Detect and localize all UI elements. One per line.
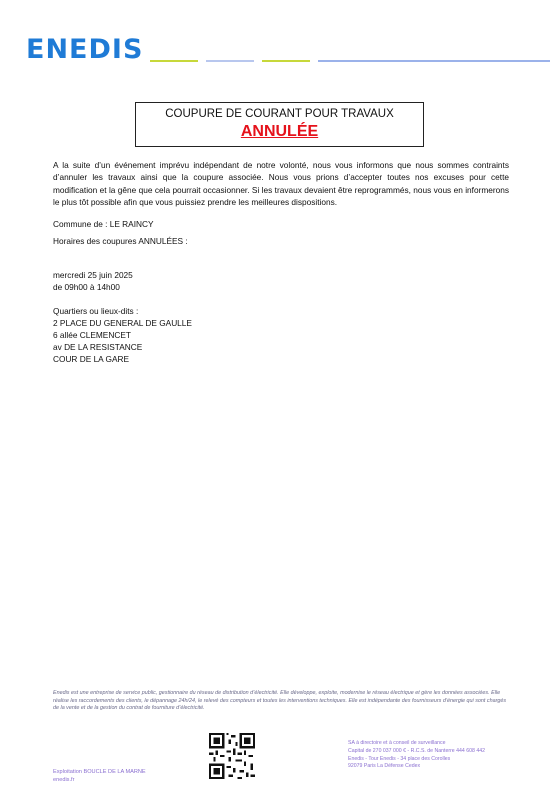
quartiers-label: Quartiers ou lieux-dits :	[53, 306, 139, 316]
commune-line: Commune de : LE RAINCY	[53, 219, 154, 229]
place-item: 6 allée CLEMENCET	[53, 330, 131, 340]
notice-title: COUPURE DE COURANT POUR TRAVAUX	[165, 108, 394, 120]
footer-left	[53, 768, 146, 784]
footer-right	[348, 740, 533, 771]
place-item: av DE LA RESISTANCE	[53, 342, 143, 352]
notice-paragraph: A la suite d’un événement imprévu indépendant de notre volonté, nous vous informons que nous sommes contraints d’annuler les travaux ainsi que la coupure associée. Nous vous prions d’accepter toutes nos excuses pour cette modification et la gêne que cela pourrait occasionner. Si les travaux devaient être reprogrammés, nous vous en informerons le plus tôt possible afin que vous puissiez prendre les meilleures dispositions.	[53, 160, 509, 207]
footer-exploitation: Exploitation BOUCLE DE LA MARNE	[53, 769, 146, 775]
footer-website: enedis.fr	[53, 777, 75, 783]
footer-company-line: Enedis - Tour Enedis - 34 place des Corolles	[348, 755, 451, 762]
place-item: 2 PLACE DU GENERAL DE GAULLE	[53, 318, 192, 328]
footer-company-line: Capital de 270 037 000 € - R.C.S. de Nanterre 444 608 442	[348, 747, 485, 754]
place-item: COUR DE LA GARE	[53, 354, 130, 364]
legal-footer: Enedis est une entreprise de service public, gestionnaire du réseau de distribution d’électricité. Elle développe, exploite, modernise le réseau électrique et gère les données associées. Elle réalise les raccordements des clients, le dépannage 24h/24, le relevé des compteurs et toutes les interventions techniques. Elle est indépendante des fournisseurs d’énergie qui sont chargés de la vente et de la gestion du contrat de fourniture d’électricité.	[53, 690, 507, 712]
outage-hours: de 09h00 à 14h00	[53, 282, 120, 292]
header-rule	[150, 60, 550, 62]
cancelled-status: ANNULÉE	[240, 123, 319, 140]
qr-code	[209, 733, 255, 779]
enedis-logo: ENEDIS	[26, 34, 144, 65]
outage-date: mercredi 25 juin 2025	[53, 270, 133, 280]
footer-company-line: 92079 Paris La Défense Cedex	[348, 763, 421, 770]
horaires-label: Horaires des coupures ANNULÉES :	[53, 236, 188, 246]
title-box	[135, 102, 424, 147]
footer-company-line: SA à directoire et à conseil de surveillance	[348, 740, 446, 746]
